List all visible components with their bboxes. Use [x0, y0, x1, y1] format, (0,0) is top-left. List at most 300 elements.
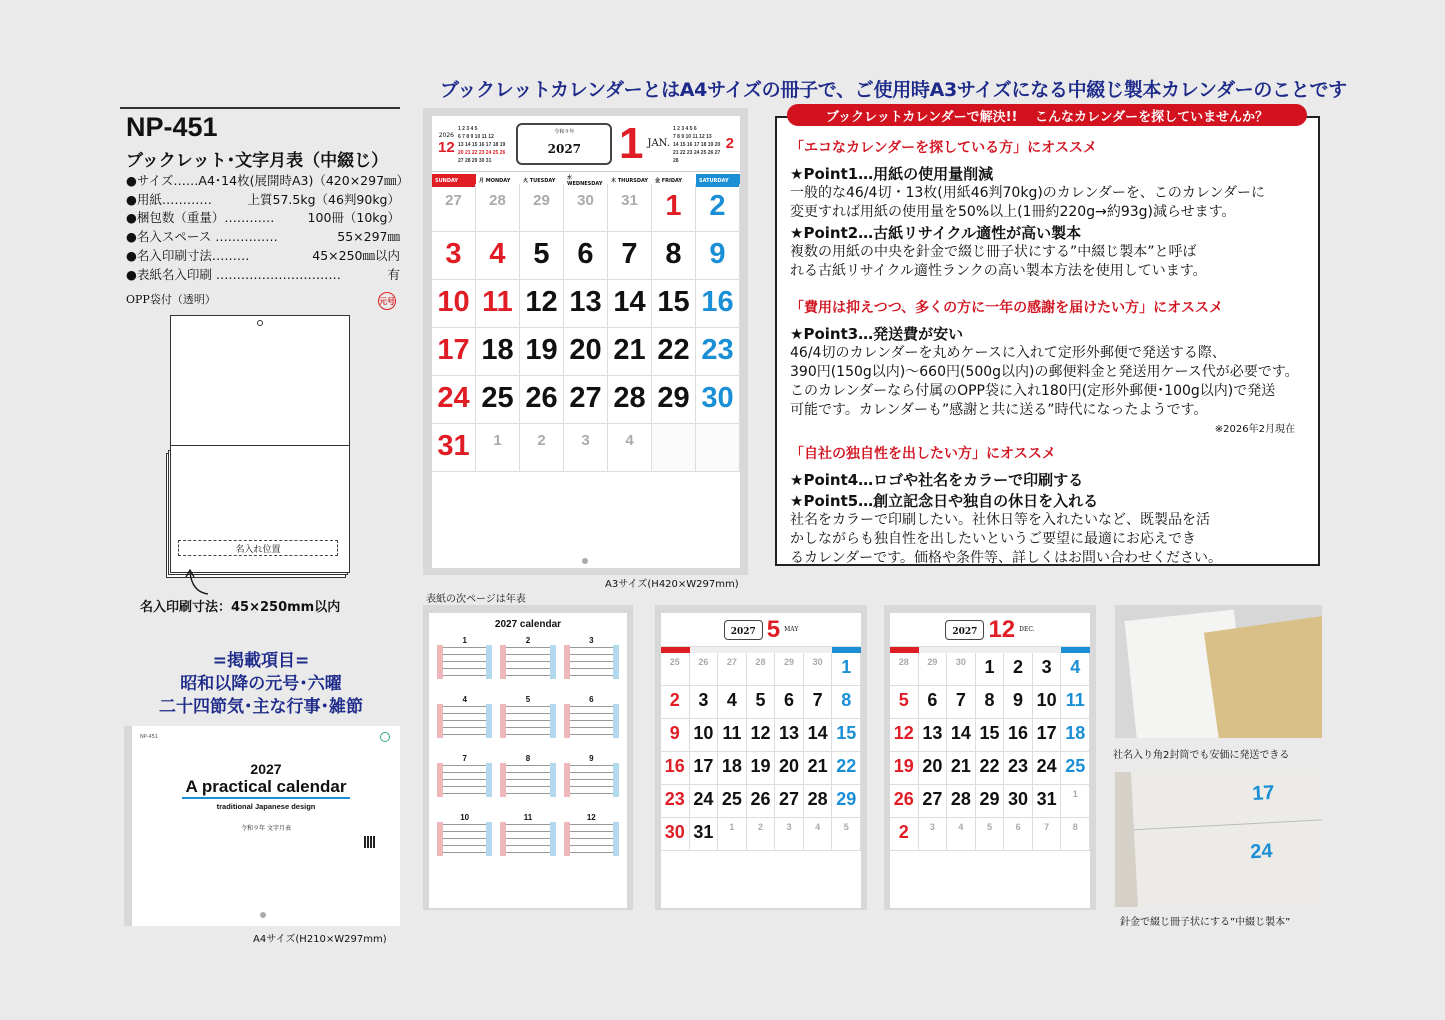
date-number: 13: [779, 723, 800, 743]
spec-label: ●名入スペース ……………: [126, 229, 278, 245]
date-number: 4: [726, 690, 737, 710]
a3-calendar: [432, 116, 740, 568]
date-number: 31: [1036, 789, 1057, 809]
date-cell: [1061, 719, 1090, 752]
date-cell: [747, 785, 776, 818]
cover-sub2: 令和９年 文字月表: [241, 825, 291, 832]
yearly-month: [500, 636, 555, 679]
date-cell: [432, 280, 476, 328]
point-body: このカレンダーなら付属のOPP袋に入れ180円(定形外郵便･100g以内)で発送: [790, 383, 1276, 399]
date-cell: [832, 719, 861, 752]
date-number: 25: [721, 789, 742, 809]
spec-list: [126, 172, 410, 284]
photo-number: 24: [1249, 840, 1274, 864]
spec-row: [126, 191, 400, 210]
date-cell: [696, 424, 740, 472]
point-title: ★Point4…ロゴや社名をカラーで印刷する: [790, 471, 1084, 489]
fold-line: [1134, 819, 1322, 830]
date-number: 27: [569, 382, 602, 414]
yearly-month-number: 5: [525, 695, 531, 704]
month-title-box: [516, 123, 612, 165]
yearly-month-days: [500, 763, 555, 797]
date-cell: [747, 752, 776, 785]
point-title: ★Point3…発送費が安い: [790, 325, 964, 343]
cover-rule: [182, 797, 350, 799]
date-number: 21: [807, 756, 828, 776]
date-cell: [661, 785, 690, 818]
svg-text:27 28 29 30 31: 27 28 29 30 31: [457, 157, 492, 164]
date-cell: [476, 424, 520, 472]
date-cell: [564, 376, 608, 424]
date-cell: [1033, 719, 1062, 752]
cover-caption: A4サイズ(H210×W297mm): [253, 934, 387, 945]
date-cell: [890, 785, 919, 818]
yearly-month: [500, 754, 555, 797]
svg-text:7 8 9 10 11 12 13: 7 8 9 10 11 12 13: [672, 133, 712, 140]
yearly-month-days: [500, 822, 555, 856]
date-number: 27: [726, 657, 737, 667]
headline: ブックレットカレンダーとはA4サイズの冊子で、ご使用時A3サイズになる中綴じ製本カレンダーのことです: [440, 79, 1347, 101]
date-number: 28: [898, 657, 909, 667]
date-number: 27: [779, 789, 800, 809]
date-cell: [947, 785, 976, 818]
date-cell: [690, 818, 719, 851]
thumb-header: [661, 613, 861, 647]
cover-year: 2027: [250, 761, 282, 777]
date-number: 9: [1013, 690, 1024, 710]
spec-value: 100冊（10kg）: [307, 210, 400, 226]
date-number: 8: [841, 690, 852, 710]
yearly-month: [500, 695, 555, 738]
date-number: 30: [701, 382, 734, 414]
date-cell: [775, 818, 804, 851]
date-number: 19: [525, 334, 558, 366]
date-number: 23: [1008, 756, 1029, 776]
spec-label: ●梱包数（重量）…………: [126, 210, 275, 226]
yearly-month-number: 6: [589, 695, 594, 704]
date-number: 26: [698, 657, 709, 667]
date-number: 8: [665, 238, 682, 270]
section-heading: 「自社の独自性を出したい方」にオススメ: [790, 446, 1056, 462]
yearly-month: [564, 754, 619, 797]
date-cell: [690, 785, 719, 818]
date-number: 2: [1013, 657, 1024, 677]
date-number: 13: [922, 723, 943, 743]
date-number: 31: [693, 822, 714, 842]
point-body: 変更すれば用紙の使用量を50%以上(1冊約220g→約93g)減らせます。: [790, 204, 1236, 220]
date-number: 2: [757, 822, 763, 832]
date-number: 22: [979, 756, 1000, 776]
date-cell: [747, 686, 776, 719]
date-number: 12: [893, 723, 914, 743]
date-number: 2: [669, 690, 680, 710]
yearly-month: [564, 636, 619, 679]
date-number: 22: [836, 756, 857, 776]
svg-text:1 2 3 4 5: 1 2 3 4 5: [457, 125, 478, 132]
date-cell: [919, 719, 948, 752]
date-cell: [564, 328, 608, 376]
date-cell: [718, 653, 747, 686]
date-number: 7: [955, 690, 966, 710]
date-cell: [608, 376, 652, 424]
date-cell: [747, 719, 776, 752]
date-cell: [775, 785, 804, 818]
date-cell: [804, 719, 833, 752]
yearly-month-number: 7: [462, 754, 467, 763]
yearly-month-days: [437, 704, 492, 738]
date-number: 18: [481, 334, 514, 366]
date-cell: [919, 686, 948, 719]
date-cell: [718, 719, 747, 752]
svg-text:21 22 23 24 25 26 27: 21 22 23 24 25 26 27: [672, 149, 720, 156]
date-number: 16: [701, 286, 734, 318]
point-body: 390円(150g以内)～660円(500g以内)の郵便料金と発送用ケース代が必要です。: [790, 364, 1299, 380]
cover-thumb: [124, 726, 400, 926]
gengo-badge: 元号: [378, 292, 396, 310]
date-note: ※2026年2月現在: [1214, 424, 1295, 435]
date-number: 4: [958, 822, 964, 832]
date-number: 27: [922, 789, 943, 809]
date-cell: [652, 232, 696, 280]
date-number: 21: [613, 334, 646, 366]
model-number: NP-451: [126, 112, 218, 142]
date-cell: [690, 752, 719, 785]
arrow-icon: [182, 568, 212, 598]
date-number: 6: [784, 690, 795, 710]
date-number: 2: [898, 822, 909, 842]
date-cell: [1061, 752, 1090, 785]
date-cell: [476, 376, 520, 424]
cover-title: A practical calendar: [185, 777, 347, 796]
spec-value: 有: [387, 266, 400, 282]
date-cell: [775, 653, 804, 686]
yearly-month: [437, 754, 492, 797]
date-cell: [652, 184, 696, 232]
date-number: 6: [927, 690, 938, 710]
info-banner: ブックレットカレンダーで解決!! こんなカレンダーを探していませんか？: [787, 104, 1307, 126]
a3-caption: A3サイズ(H420×W297mm): [605, 579, 739, 590]
dow-wednesday: 水 WEDNESDAY: [564, 174, 608, 187]
dow-thursday: 木 THURSDAY: [608, 174, 652, 187]
svg-text:28: 28: [672, 157, 679, 164]
spec-value: 45×250㎜以内: [312, 247, 400, 263]
date-number: 28: [950, 789, 971, 809]
date-cell: [432, 376, 476, 424]
date-number: 2: [537, 432, 546, 449]
spec-value: 55×297㎜: [337, 229, 400, 245]
point-body: 46/4切のカレンダーを丸めケースに入れて定形外郵便で発送する際、: [790, 345, 1226, 361]
date-number: 11: [1065, 690, 1085, 710]
spec-row: [126, 172, 410, 191]
date-number: 5: [755, 690, 766, 710]
date-cell: [520, 328, 564, 376]
yearly-month-days: [564, 822, 619, 856]
date-cell: [718, 818, 747, 851]
date-cell: [1004, 785, 1033, 818]
date-number: 29: [657, 382, 690, 414]
date-number: 23: [664, 789, 685, 809]
envelope-caption: 社名入り角2封筒でも安価に発送できる: [1113, 750, 1290, 761]
date-number: 31: [437, 430, 470, 462]
prev-month-mini: [438, 124, 514, 164]
date-cell: [1004, 653, 1033, 686]
date-cell: [652, 280, 696, 328]
thumb-date-grid: [661, 653, 861, 851]
yearly-month-number: 11: [523, 813, 533, 822]
date-cell: [696, 184, 740, 232]
mini-calendar-graphic: [673, 124, 723, 164]
date-cell: [890, 752, 919, 785]
photo-number: 17: [1251, 781, 1276, 806]
reiwa-label: 令和９年: [554, 128, 575, 135]
date-number: 5: [898, 690, 909, 710]
qr-code-icon: [364, 836, 376, 848]
date-number: 28: [807, 789, 828, 809]
date-cell: [718, 785, 747, 818]
date-number: 11: [482, 286, 513, 318]
month-name: JAN.: [647, 138, 670, 149]
date-number: 20: [779, 756, 800, 776]
listed-item: 二十四節気･主な行事･雑節: [159, 697, 363, 717]
prev-month-number: 12: [438, 138, 455, 156]
spec-label: ●表紙名入印刷 …………………………: [126, 266, 341, 282]
date-number: 25: [669, 657, 680, 667]
mock-fold-line: [170, 445, 350, 446]
date-cell: [919, 818, 948, 851]
date-number: 20: [922, 756, 943, 776]
section-heading: 「費用は抑えつつ、多くの方に一年の感謝を届けたい方」にオススメ: [790, 300, 1224, 316]
dow-row: [432, 174, 740, 187]
date-number: 30: [1008, 789, 1029, 809]
date-number: 4: [815, 822, 821, 832]
date-cell: [1033, 785, 1062, 818]
date-number: 10: [1036, 690, 1057, 710]
date-number: 30: [577, 192, 594, 209]
date-cell: [947, 818, 976, 851]
date-cell: [1004, 818, 1033, 851]
yearly-month-number: 3: [589, 636, 594, 645]
dec-thumb: [884, 605, 1096, 910]
date-cell: [1061, 686, 1090, 719]
date-number: 1: [984, 657, 995, 677]
hanging-hole-icon: [257, 320, 263, 326]
date-number: 15: [836, 723, 857, 743]
date-number: 3: [1041, 657, 1052, 677]
yearly-month: [500, 813, 555, 856]
prev-year: 2026: [438, 131, 454, 139]
date-cell: [976, 818, 1005, 851]
dec-calendar: [890, 613, 1090, 908]
date-number: 29: [836, 789, 857, 809]
date-cell: [1004, 719, 1033, 752]
date-number: 16: [664, 756, 685, 776]
date-cell: [747, 818, 776, 851]
date-number: 28: [755, 657, 766, 667]
date-number: 20: [569, 334, 602, 366]
date-number: 14: [613, 286, 646, 318]
date-cell: [608, 424, 652, 472]
point-body: 複数の用紙の中央を針金で綴じ冊子状にする”中綴じ製本”と呼ば: [790, 244, 1197, 260]
date-number: 4: [625, 432, 634, 449]
date-cell: [947, 653, 976, 686]
dow-friday: 金 FRIDAY: [652, 174, 696, 187]
cover-corner-text: NP-451: [140, 734, 158, 740]
date-number: 19: [893, 756, 914, 776]
date-number: 23: [701, 334, 734, 366]
mock-sheet-front: [170, 315, 350, 573]
point-body: 社名をカラーで印刷したい。社休日等を入れたいなど、既製品を活: [790, 512, 1210, 528]
date-cell: [919, 752, 948, 785]
date-number: 14: [950, 723, 971, 743]
thumb-month-name: MAY: [784, 626, 799, 633]
date-cell: [947, 686, 976, 719]
date-number: 17: [437, 334, 470, 366]
date-cell: [476, 280, 520, 328]
point-body: るカレンダーです。価格や条件等、詳しくはお問い合わせください。: [790, 550, 1222, 566]
yearly-thumb: [423, 605, 633, 910]
hanging-hole-icon: [582, 558, 588, 564]
yearly-month-days: [500, 645, 555, 679]
date-number: 3: [581, 432, 590, 449]
listed-items: [126, 650, 396, 719]
date-number: 7: [812, 690, 823, 710]
date-cell: [696, 328, 740, 376]
date-number: 13: [569, 286, 602, 318]
date-number: 24: [1036, 756, 1057, 776]
spec-row: [126, 266, 400, 285]
next-month-mini: [673, 124, 734, 164]
date-number: 26: [893, 789, 914, 809]
date-cell: [718, 686, 747, 719]
date-number: 3: [929, 822, 935, 832]
date-number: 12: [525, 286, 558, 318]
yearly-month: [437, 636, 492, 679]
date-cell: [1033, 653, 1062, 686]
date-cell: [947, 752, 976, 785]
binding-caption: 針金で綴じ冊子状にする”中綴じ製本”: [1120, 917, 1291, 928]
date-number: 1: [841, 657, 852, 677]
date-number: 11: [722, 723, 742, 743]
date-cell: [476, 232, 520, 280]
date-number: 30: [955, 657, 966, 667]
date-cell: [718, 752, 747, 785]
point-body: かしながらも独自性を出したいというご要望に最適にお応えでき: [790, 531, 1196, 547]
date-cell: [476, 184, 520, 232]
date-cell: [1033, 752, 1062, 785]
next-month-number: 2: [725, 135, 734, 152]
yearly-month-number: 8: [525, 754, 531, 763]
date-cell: [608, 328, 652, 376]
date-cell: [947, 719, 976, 752]
yearly-title: 2027 calendar: [494, 619, 562, 630]
yearly-month: [564, 695, 619, 738]
date-cell: [661, 653, 690, 686]
spec-label: ●名入印刷寸法………: [126, 247, 250, 263]
date-number: 22: [657, 334, 690, 366]
hanging-hole-icon: [260, 912, 266, 918]
yearly-month-days: [500, 704, 555, 738]
date-cell: [804, 818, 833, 851]
thumb-year: 2027: [945, 620, 984, 640]
date-cell: [690, 719, 719, 752]
date-cell: [652, 424, 696, 472]
cover-logo-icon: [380, 732, 390, 742]
svg-text:13 14 15 16 17 18 19: 13 14 15 16 17 18 19: [457, 141, 505, 148]
spec-label: ●サイズ……: [126, 173, 199, 188]
yearly-month-days: [564, 763, 619, 797]
year-label: 2027: [547, 141, 582, 156]
date-number: 19: [750, 756, 771, 776]
date-cell: [432, 328, 476, 376]
title-rule: [120, 107, 400, 109]
date-cell: [520, 232, 564, 280]
may-thumb: [655, 605, 867, 910]
date-cell: [832, 818, 861, 851]
date-number: 8: [1072, 822, 1078, 832]
date-number: 15: [979, 723, 1000, 743]
date-number: 6: [577, 238, 594, 270]
point-title: ★Point1…用紙の使用量削減: [790, 165, 994, 183]
date-number: 2: [709, 190, 726, 222]
hanging-calendar: [1131, 772, 1322, 907]
date-cell: [476, 328, 520, 376]
date-cell: [432, 184, 476, 232]
date-number: 21: [950, 756, 971, 776]
date-cell: [432, 424, 476, 472]
date-cell: [661, 719, 690, 752]
date-number: 31: [621, 192, 638, 209]
date-cell: [1004, 752, 1033, 785]
date-cell: [832, 752, 861, 785]
spec-value: 上質57.5kg（46判90kg）: [247, 191, 400, 207]
date-number: 17: [1036, 723, 1057, 743]
yearly-month-number: 1: [462, 636, 467, 645]
thumb-header: [890, 613, 1090, 647]
date-number: 28: [613, 382, 646, 414]
date-number: 29: [784, 657, 795, 667]
binding-photo: [1115, 772, 1322, 907]
date-number: 1: [493, 432, 502, 449]
date-cell: [976, 785, 1005, 818]
date-number: 10: [437, 286, 470, 318]
date-number: 25: [481, 382, 514, 414]
dow-monday: 月 MONDAY: [476, 174, 520, 187]
date-number: 1: [1072, 789, 1078, 799]
date-cell: [652, 328, 696, 376]
opp-note: OPP袋付（透明）: [126, 293, 216, 306]
date-cell: [696, 376, 740, 424]
date-cell: [890, 719, 919, 752]
yearly-month-number: 9: [589, 754, 594, 763]
date-number: 29: [927, 657, 938, 667]
date-number: 27: [445, 192, 462, 209]
date-cell: [608, 280, 652, 328]
date-number: 1: [729, 822, 735, 832]
section-heading: 「エコなカレンダーを探している方」にオススメ: [790, 140, 1097, 156]
yearly-month-days: [564, 704, 619, 738]
spec-label: ●用紙…………: [126, 191, 212, 207]
date-cell: [976, 752, 1005, 785]
date-cell: [976, 653, 1005, 686]
yearly-month-number: 10: [460, 813, 470, 822]
date-number: 6: [1015, 822, 1021, 832]
date-number: 1: [665, 190, 682, 222]
date-number: 26: [750, 789, 771, 809]
date-number: 5: [986, 822, 992, 832]
listed-items-title: =掲載項目=: [212, 651, 310, 671]
svg-text:6 7 8 9 10 11 12: 6 7 8 9 10 11 12: [457, 133, 494, 140]
thumb-month-name: DEC.: [1019, 626, 1035, 633]
